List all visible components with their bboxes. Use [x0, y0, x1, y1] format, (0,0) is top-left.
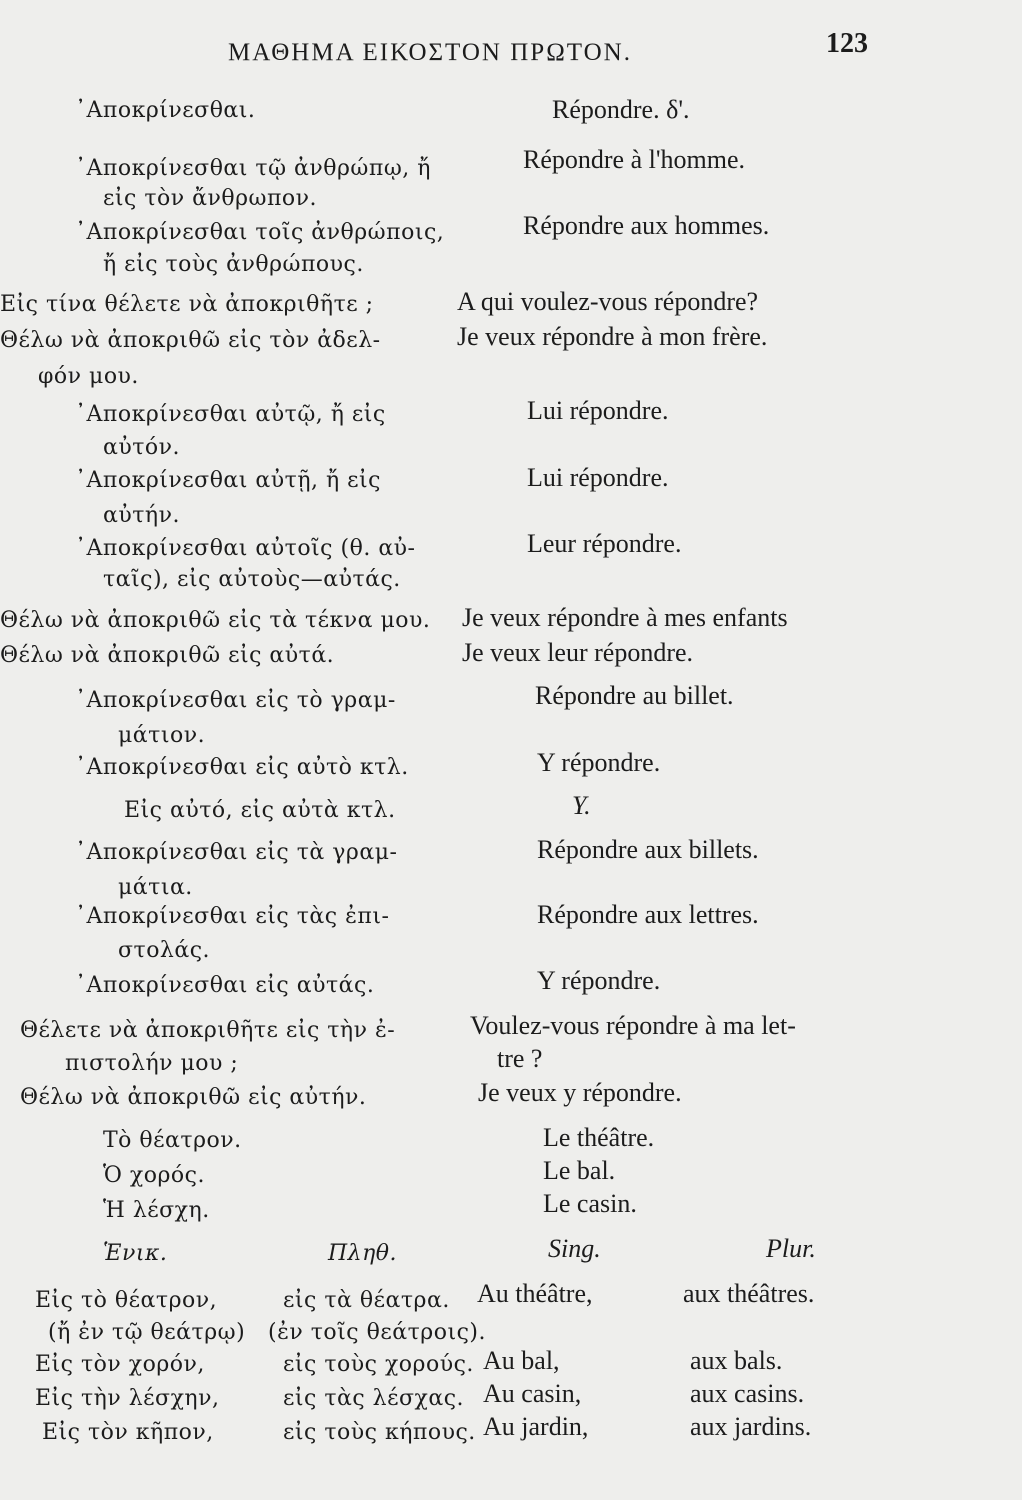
greek-line: ᾿Αποκρίνεσθαι εἰς αὐτὸ κτλ.: [75, 755, 409, 780]
french-line: Lui répondre.: [527, 463, 669, 492]
greek-line: φόν μου.: [38, 364, 139, 389]
greek-line: Θέλω νὰ ἀποκριθῶ εἰς αὐτά.: [0, 643, 335, 668]
table-cell: aux théâtres.: [683, 1279, 815, 1308]
french-line: Répondre aux lettres.: [537, 900, 759, 929]
french-line: Je veux répondre à mes enfants: [462, 603, 788, 632]
greek-line: ᾿Αποκρίνεσθαι εἰς τὰς ἐπι-: [75, 904, 390, 929]
table-cell: Εἰς τὴν λέσχην,: [35, 1386, 220, 1411]
greek-line: Θέλετε νὰ ἀποκριθῆτε εἰς τὴν ἐ-: [20, 1018, 396, 1043]
table-cell: (ἐν τοῖς θεάτροις).: [268, 1320, 486, 1345]
greek-line: στολάς.: [118, 938, 211, 963]
greek-line: αὐτήν.: [103, 503, 180, 528]
table-cell: εἰς τὰ θέατρα.: [283, 1288, 450, 1313]
greek-line: Εἰς τίνα θέλετε νὰ ἀποκριθῆτε ;: [0, 292, 374, 317]
french-line: Répondre aux hommes.: [523, 211, 770, 240]
greek-line: ᾿Αποκρίνεσθαι.: [75, 98, 256, 123]
greek-line: ᾿Αποκρίνεσθαι αὐτῇ, ἤ εἰς: [75, 468, 381, 493]
french-line: Je veux y répondre.: [478, 1078, 682, 1107]
greek-line: ἤ εἰς τοὺς ἀνθρώπους.: [103, 252, 364, 277]
table-cell: εἰς τοὺς κήπους.: [283, 1420, 476, 1445]
table-header-singular-greek: Ἑνικ.: [103, 1241, 168, 1266]
greek-line: ᾿Αποκρίνεσθαι τοῖς ἀνθρώποις,: [75, 220, 445, 245]
table-cell: εἰς τοὺς χορούς.: [283, 1352, 474, 1377]
table-cell: aux casins.: [690, 1379, 805, 1408]
french-line: Y.: [572, 791, 591, 820]
greek-line: Θέλω νὰ ἀποκριθῶ εἰς αὐτήν.: [20, 1085, 367, 1110]
french-line: Le bal.: [543, 1156, 616, 1185]
greek-line: ᾿Αποκρίνεσθαι τῷ ἀνθρώπῳ, ἤ: [75, 156, 431, 181]
table-cell: Au jardin,: [483, 1412, 589, 1441]
french-line: Je veux répondre à mon frère.: [457, 322, 768, 351]
table-cell: εἰς τὰς λέσχας.: [283, 1386, 465, 1411]
table-cell: Εἰς τὸν χορόν,: [35, 1352, 205, 1377]
greek-line: Εἰς αὐτό, εἰς αὐτὰ κτλ.: [124, 798, 396, 823]
french-line: Le casin.: [543, 1189, 637, 1218]
table-header-plural-greek: Πληθ.: [328, 1241, 398, 1266]
table-cell: Au casin,: [483, 1379, 582, 1408]
french-line: tre ?: [497, 1044, 543, 1073]
table-header-plural-french: Plur.: [766, 1234, 816, 1263]
greek-line: ᾿Αποκρίνεσθαι εἰς αὐτάς.: [75, 973, 375, 998]
table-cell: aux jardins.: [690, 1412, 812, 1441]
french-line: Y répondre.: [537, 966, 661, 995]
greek-line: Θέλω νὰ ἀποκριθῶ εἰς τὰ τέκνα μου.: [0, 608, 431, 633]
table-header-singular-french: Sing.: [548, 1234, 601, 1263]
french-line: Y répondre.: [537, 748, 661, 777]
greek-line: εἰς τὸν ἄνθρωπον.: [103, 186, 318, 211]
french-line: Répondre aux billets.: [537, 835, 759, 864]
greek-line: μάτια.: [118, 875, 193, 900]
greek-line: μάτιον.: [118, 723, 206, 748]
french-line: Voulez-vous répondre à ma let-: [470, 1011, 796, 1040]
greek-line: Τὸ θέατρον.: [103, 1128, 242, 1153]
french-line: Répondre au billet.: [535, 681, 734, 710]
greek-line: ᾿Αποκρίνεσθαι εἰς τὰ γραμ-: [75, 840, 398, 865]
greek-line: Ἡ λέσχη.: [103, 1198, 210, 1223]
greek-line: αὐτόν.: [103, 435, 181, 460]
page-header-title: ΜΑΘΗΜΑ ΕΙΚΟΣΤΟΝ ΠΡΩΤΟΝ.: [228, 39, 632, 66]
table-cell: Au théâtre,: [477, 1279, 593, 1308]
greek-line: ταῖς), εἰς αὐτοὺς—αὐτάς.: [103, 567, 401, 592]
greek-line: Ὁ χορός.: [103, 1163, 205, 1188]
greek-line: ᾿Αποκρίνεσθαι αὐτῷ, ἤ εἰς: [75, 402, 386, 427]
table-cell: Εἰς τὸ θέατρον,: [35, 1288, 218, 1313]
french-line: Répondre à l'homme.: [523, 145, 746, 174]
french-line: Le théâtre.: [543, 1123, 655, 1152]
greek-line: ᾿Αποκρίνεσθαι εἰς τὸ γραμ-: [75, 688, 396, 713]
french-line: Lui répondre.: [527, 396, 669, 425]
table-cell: (ἤ ἐν τῷ θεάτρῳ): [48, 1320, 246, 1345]
greek-line: πιστολήν μου ;: [65, 1051, 239, 1076]
french-line: A qui voulez-vous répondre?: [457, 287, 759, 316]
page-number: 123: [826, 28, 868, 59]
table-cell: Εἰς τὸν κῆπον,: [42, 1420, 214, 1445]
table-cell: Au bal,: [483, 1346, 560, 1375]
greek-line: ᾿Αποκρίνεσθαι αὐτοῖς (θ. αὐ-: [75, 536, 416, 561]
french-line: Je veux leur répondre.: [462, 638, 694, 667]
table-cell: aux bals.: [690, 1346, 783, 1375]
french-line: Répondre. δ'.: [552, 95, 690, 124]
greek-line: Θέλω νὰ ἀποκριθῶ εἰς τὸν ἀδελ-: [0, 328, 381, 353]
french-line: Leur répondre.: [527, 529, 682, 558]
